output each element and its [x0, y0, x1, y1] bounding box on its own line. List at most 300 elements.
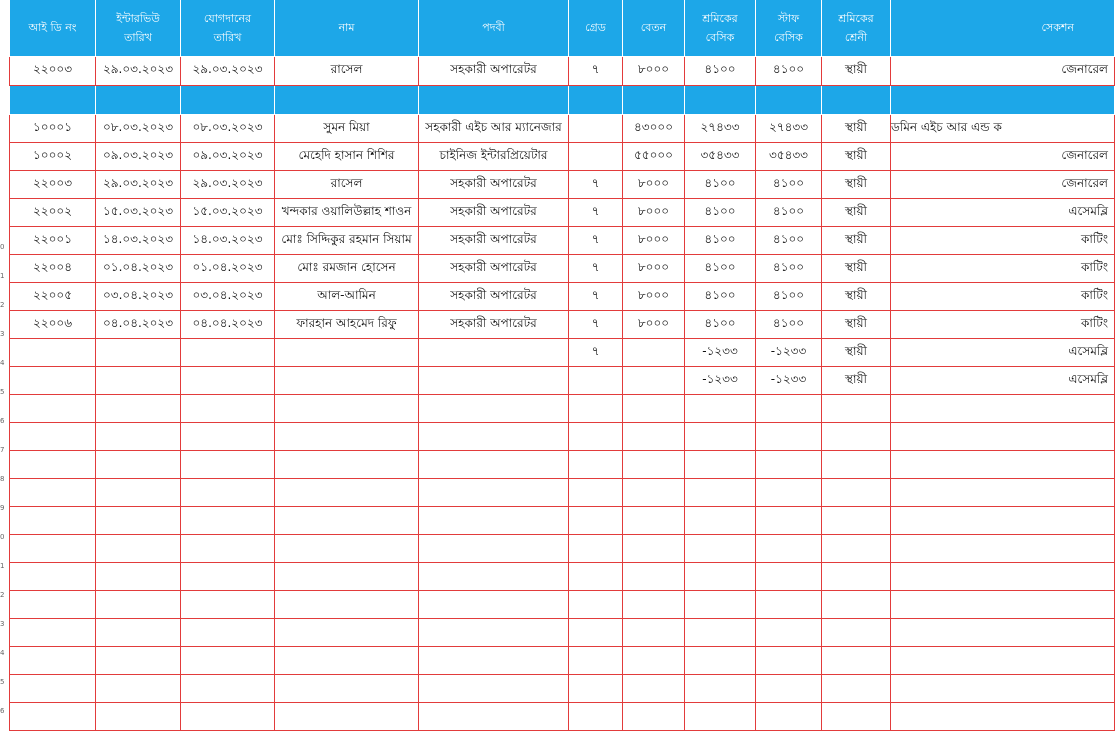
cell-grade[interactable]	[569, 423, 623, 451]
cell-worker-basic[interactable]: ৪১০০	[685, 171, 756, 199]
cell-name[interactable]	[275, 703, 419, 731]
cell-join-date[interactable]: ০৮.০৩.২০২৩	[181, 115, 275, 143]
cell-salary[interactable]: ৮০০০	[623, 227, 685, 255]
cell-worker-basic[interactable]	[685, 703, 756, 731]
cell-grade[interactable]	[569, 115, 623, 143]
cell-name[interactable]: রাসেল	[275, 171, 419, 199]
table-row	[10, 339, 1115, 367]
cell-name[interactable]	[275, 367, 419, 395]
cell-grade[interactable]	[569, 703, 623, 731]
cell-grade[interactable]: ৭	[569, 171, 623, 199]
cell-section[interactable]: কাটিং	[891, 227, 1115, 255]
cell-interview-date[interactable]: ০৯.০৩.২০২৩	[96, 143, 181, 171]
table-row	[10, 367, 1115, 395]
cell-staff-basic[interactable]: -১২৩৩	[756, 367, 822, 395]
cell-worker-class[interactable]	[822, 563, 891, 591]
cell-worker-basic[interactable]	[685, 647, 756, 675]
cell-designation[interactable]: চাইনিজ ইন্টারপ্রিয়েটার	[419, 143, 569, 171]
cell-staff-basic[interactable]: ৪১০০	[756, 311, 822, 339]
cell-worker-class[interactable]: স্থায়ী	[822, 227, 891, 255]
cell-worker-class[interactable]: স্থায়ী	[822, 255, 891, 283]
cell-grade[interactable]	[569, 395, 623, 423]
cell-interview-date[interactable]	[96, 591, 181, 619]
cell-name[interactable]	[275, 675, 419, 703]
cell-id[interactable]	[10, 675, 96, 703]
cell-designation[interactable]: সহকারী অপারেটর	[419, 171, 569, 199]
cell-name[interactable]	[275, 423, 419, 451]
cell-interview-date[interactable]: ০৪.০৪.২০২৩	[96, 311, 181, 339]
cell-worker-class[interactable]: স্থায়ী	[822, 115, 891, 143]
cell-salary[interactable]: ৫৫০০০	[623, 143, 685, 171]
cell-worker-basic[interactable]: ৩৫৪৩৩	[685, 143, 756, 171]
cell-grade[interactable]: ৭	[569, 199, 623, 227]
cell-designation[interactable]: সহকারী অপারেটর	[419, 311, 569, 339]
cell-join-date[interactable]	[181, 563, 275, 591]
cell-name[interactable]	[275, 591, 419, 619]
cell-join-date[interactable]	[181, 339, 275, 367]
cell-interview-date[interactable]	[96, 339, 181, 367]
cell-grade[interactable]: ৭	[569, 255, 623, 283]
cell-grade[interactable]	[569, 143, 623, 171]
cell-interview-date[interactable]: ০৩.০৪.২০২৩	[96, 283, 181, 311]
cell-name[interactable]	[275, 563, 419, 591]
cell-section[interactable]	[891, 675, 1115, 703]
cell-designation[interactable]: সহকারী অপারেটর	[419, 57, 569, 86]
cell-id[interactable]	[10, 591, 96, 619]
cell-grade[interactable]	[569, 563, 623, 591]
cell-designation[interactable]: সহকারী অপারেটর	[419, 199, 569, 227]
cell-join-date[interactable]	[181, 479, 275, 507]
cell-id[interactable]: ২২০০৫	[10, 283, 96, 311]
cell-worker-basic[interactable]: ৪১০০	[685, 255, 756, 283]
row-number: 5	[0, 678, 5, 686]
cell-designation[interactable]	[419, 423, 569, 451]
cell-staff-basic[interactable]	[756, 423, 822, 451]
table-row	[10, 395, 1115, 423]
cell-section[interactable]	[891, 647, 1115, 675]
row-number: 6	[0, 417, 5, 425]
cell-designation[interactable]	[419, 591, 569, 619]
cell-name[interactable]: মোঃ সিদ্দিকুর রহমান সিয়াম	[275, 227, 419, 255]
cell-worker-class[interactable]: স্থায়ী	[822, 367, 891, 395]
cell-section[interactable]: কাটিং	[891, 283, 1115, 311]
cell-name[interactable]	[275, 647, 419, 675]
cell-join-date[interactable]	[181, 619, 275, 647]
cell-salary[interactable]: ৪৩০০০	[623, 115, 685, 143]
header-grade: গ্রেড	[569, 0, 623, 57]
cell-id[interactable]: ২২০০৩	[10, 171, 96, 199]
header-interview-date: ইন্টারভিউ তারিখ	[96, 0, 181, 57]
cell-interview-date[interactable]: ০১.০৪.২০২৩	[96, 255, 181, 283]
separator-cell	[419, 86, 569, 115]
cell-join-date[interactable]	[181, 591, 275, 619]
cell-staff-basic[interactable]	[756, 395, 822, 423]
separator-cell	[891, 86, 1115, 115]
cell-interview-date[interactable]	[96, 367, 181, 395]
cell-worker-basic[interactable]	[685, 535, 756, 563]
cell-staff-basic[interactable]: ৩৫৪৩৩	[756, 143, 822, 171]
cell-staff-basic[interactable]	[756, 451, 822, 479]
cell-salary[interactable]	[623, 647, 685, 675]
cell-staff-basic[interactable]: -১২৩৩	[756, 339, 822, 367]
cell-name[interactable]	[275, 395, 419, 423]
row-number: 1	[0, 272, 5, 280]
cell-designation[interactable]: সহকারী এইচ আর ম্যানেজার	[419, 115, 569, 143]
cell-designation[interactable]	[419, 535, 569, 563]
cell-id[interactable]: ২২০০৪	[10, 255, 96, 283]
cell-staff-basic[interactable]	[756, 703, 822, 731]
cell-worker-class[interactable]	[822, 619, 891, 647]
cell-worker-basic[interactable]: ৪১০০	[685, 227, 756, 255]
cell-interview-date[interactable]: ১৫.০৩.২০২৩	[96, 199, 181, 227]
cell-name[interactable]: আল-আমিন	[275, 283, 419, 311]
cell-worker-basic[interactable]: ৪১০০	[685, 311, 756, 339]
cell-designation[interactable]	[419, 339, 569, 367]
cell-grade[interactable]	[569, 535, 623, 563]
cell-salary[interactable]	[623, 507, 685, 535]
cell-staff-basic[interactable]	[756, 507, 822, 535]
cell-worker-class[interactable]: স্থায়ী	[822, 339, 891, 367]
cell-section[interactable]: এসেমব্লি	[891, 367, 1115, 395]
table-row	[10, 479, 1115, 507]
cell-name[interactable]	[275, 535, 419, 563]
cell-worker-basic[interactable]	[685, 423, 756, 451]
cell-grade[interactable]	[569, 479, 623, 507]
cell-salary[interactable]	[623, 535, 685, 563]
cell-section[interactable]	[891, 451, 1115, 479]
cell-interview-date[interactable]	[96, 395, 181, 423]
cell-salary[interactable]	[623, 675, 685, 703]
cell-designation[interactable]	[419, 563, 569, 591]
separator-cell	[756, 86, 822, 115]
cell-name[interactable]: রাসেল	[275, 57, 419, 86]
cell-interview-date[interactable]	[96, 619, 181, 647]
cell-id[interactable]	[10, 367, 96, 395]
cell-join-date[interactable]: ২৯.০৩.২০২৩	[181, 171, 275, 199]
cell-salary[interactable]	[623, 367, 685, 395]
row-number: 4	[0, 359, 5, 367]
cell-section[interactable]	[891, 423, 1115, 451]
cell-designation[interactable]: সহকারী অপারেটর	[419, 255, 569, 283]
cell-worker-class[interactable]: স্থায়ী	[822, 283, 891, 311]
cell-join-date[interactable]	[181, 675, 275, 703]
cell-designation[interactable]	[419, 619, 569, 647]
row-number: 3	[0, 620, 5, 628]
table-row	[10, 255, 1115, 283]
cell-join-date[interactable]	[181, 395, 275, 423]
table-row	[10, 703, 1115, 731]
cell-designation[interactable]	[419, 367, 569, 395]
cell-section[interactable]	[891, 507, 1115, 535]
cell-section[interactable]	[891, 395, 1115, 423]
cell-grade[interactable]: ৭	[569, 339, 623, 367]
cell-grade[interactable]	[569, 367, 623, 395]
cell-id[interactable]	[10, 395, 96, 423]
header-join-date: যোগদানের তারিখ	[181, 0, 275, 57]
cell-interview-date[interactable]	[96, 451, 181, 479]
cell-worker-class[interactable]	[822, 675, 891, 703]
separator-cell	[623, 86, 685, 115]
cell-section[interactable]	[891, 591, 1115, 619]
cell-salary[interactable]	[623, 563, 685, 591]
cell-id[interactable]	[10, 535, 96, 563]
cell-designation[interactable]: সহকারী অপারেটর	[419, 283, 569, 311]
cell-id[interactable]	[10, 451, 96, 479]
cell-interview-date[interactable]	[96, 507, 181, 535]
cell-worker-class[interactable]: স্থায়ী	[822, 171, 891, 199]
cell-interview-date[interactable]: ২৯.০৩.২০২৩	[96, 57, 181, 86]
cell-worker-class[interactable]	[822, 647, 891, 675]
cell-name[interactable]: খন্দকার ওয়ালিউল্লাহ শাওন	[275, 199, 419, 227]
row-number-gutter	[0, 0, 9, 750]
row-number: 2	[0, 301, 5, 309]
cell-name[interactable]	[275, 339, 419, 367]
cell-grade[interactable]: ৭	[569, 311, 623, 339]
cell-name[interactable]: সুমন মিয়া	[275, 115, 419, 143]
cell-staff-basic[interactable]: ৪১০০	[756, 171, 822, 199]
cell-id[interactable]	[10, 647, 96, 675]
header-salary: বেতন	[623, 0, 685, 57]
cell-worker-class[interactable]	[822, 591, 891, 619]
cell-worker-basic[interactable]	[685, 675, 756, 703]
row-number: 1	[0, 562, 5, 570]
cell-staff-basic[interactable]: ৪১০০	[756, 57, 822, 86]
cell-salary[interactable]: ৮০০০	[623, 171, 685, 199]
cell-designation[interactable]	[419, 395, 569, 423]
cell-worker-basic[interactable]	[685, 451, 756, 479]
cell-worker-basic[interactable]	[685, 619, 756, 647]
cell-staff-basic[interactable]	[756, 647, 822, 675]
table-row	[10, 143, 1115, 171]
cell-worker-class[interactable]: স্থায়ী	[822, 57, 891, 86]
cell-staff-basic[interactable]: ৪১০০	[756, 227, 822, 255]
cell-id[interactable]	[10, 339, 96, 367]
cell-designation[interactable]	[419, 703, 569, 731]
cell-join-date[interactable]: ২৯.০৩.২০২৩	[181, 57, 275, 86]
cell-designation[interactable]	[419, 675, 569, 703]
cell-salary[interactable]: ৮০০০	[623, 57, 685, 86]
cell-worker-class[interactable]	[822, 479, 891, 507]
row-number: 0	[0, 243, 5, 251]
cell-join-date[interactable]	[181, 535, 275, 563]
table-row	[10, 507, 1115, 535]
separator-cell	[685, 86, 756, 115]
cell-join-date[interactable]	[181, 507, 275, 535]
cell-worker-basic[interactable]	[685, 507, 756, 535]
cell-id[interactable]: ২২০০১	[10, 227, 96, 255]
table-row	[10, 283, 1115, 311]
cell-worker-class[interactable]	[822, 703, 891, 731]
header-section: সেকশন	[891, 0, 1115, 57]
cell-designation[interactable]	[419, 647, 569, 675]
cell-section[interactable]	[891, 479, 1115, 507]
separator-cell	[275, 86, 419, 115]
cell-section[interactable]: এসেমব্লি	[891, 199, 1115, 227]
cell-interview-date[interactable]	[96, 563, 181, 591]
cell-name[interactable]	[275, 479, 419, 507]
cell-interview-date[interactable]	[96, 535, 181, 563]
cell-interview-date[interactable]	[96, 423, 181, 451]
row-number: 3	[0, 330, 5, 338]
cell-worker-basic[interactable]	[685, 395, 756, 423]
cell-id[interactable]: ২২০০২	[10, 199, 96, 227]
cell-worker-class[interactable]: স্থায়ী	[822, 143, 891, 171]
cell-section[interactable]: জেনারেল	[891, 171, 1115, 199]
cell-name[interactable]	[275, 619, 419, 647]
cell-worker-basic[interactable]	[685, 479, 756, 507]
cell-join-date[interactable]: ০১.০৪.২০২৩	[181, 255, 275, 283]
cell-interview-date[interactable]	[96, 479, 181, 507]
cell-worker-basic[interactable]	[685, 563, 756, 591]
cell-id[interactable]	[10, 479, 96, 507]
cell-join-date[interactable]: ০৩.০৪.২০২৩	[181, 283, 275, 311]
cell-salary[interactable]	[623, 423, 685, 451]
cell-interview-date[interactable]: ১৪.০৩.২০২৩	[96, 227, 181, 255]
cell-id[interactable]: ২২০০৩	[10, 57, 96, 86]
cell-worker-basic[interactable]: -১২৩৩	[685, 367, 756, 395]
cell-interview-date[interactable]	[96, 703, 181, 731]
cell-join-date[interactable]: ০৪.০৪.২০২৩	[181, 311, 275, 339]
cell-interview-date[interactable]	[96, 647, 181, 675]
cell-salary[interactable]	[623, 703, 685, 731]
cell-interview-date[interactable]: ০৮.০৩.২০২৩	[96, 115, 181, 143]
cell-interview-date[interactable]	[96, 675, 181, 703]
header-worker-basic: শ্রমিকের বেসিক	[685, 0, 756, 57]
row-number: 5	[0, 388, 5, 396]
cell-salary[interactable]	[623, 339, 685, 367]
cell-salary[interactable]	[623, 395, 685, 423]
cell-staff-basic[interactable]	[756, 479, 822, 507]
cell-name[interactable]	[275, 451, 419, 479]
cell-section[interactable]: এসেমব্লি	[891, 339, 1115, 367]
cell-designation[interactable]: সহকারী অপারেটর	[419, 227, 569, 255]
cell-worker-class[interactable]	[822, 451, 891, 479]
cell-section[interactable]	[891, 703, 1115, 731]
cell-join-date[interactable]	[181, 367, 275, 395]
cell-section[interactable]: কাটিং	[891, 255, 1115, 283]
cell-grade[interactable]: ৭	[569, 227, 623, 255]
cell-grade[interactable]	[569, 647, 623, 675]
cell-staff-basic[interactable]	[756, 535, 822, 563]
cell-staff-basic[interactable]: ৪১০০	[756, 199, 822, 227]
cell-grade[interactable]: ৭	[569, 57, 623, 86]
table-row	[10, 227, 1115, 255]
cell-join-date[interactable]	[181, 423, 275, 451]
cell-name[interactable]: মেহেদি হাসান শিশির	[275, 143, 419, 171]
cell-name[interactable]	[275, 507, 419, 535]
cell-worker-class[interactable]: স্থায়ী	[822, 311, 891, 339]
cell-salary[interactable]: ৮০০০	[623, 283, 685, 311]
cell-join-date[interactable]	[181, 647, 275, 675]
employee-table	[9, 0, 1115, 731]
cell-worker-basic[interactable]: ২৭৪৩৩	[685, 115, 756, 143]
cell-salary[interactable]: ৮০০০	[623, 199, 685, 227]
cell-section[interactable]	[891, 535, 1115, 563]
cell-id[interactable]	[10, 703, 96, 731]
cell-section[interactable]: কাটিং	[891, 311, 1115, 339]
table-row	[10, 171, 1115, 199]
cell-staff-basic[interactable]	[756, 563, 822, 591]
cell-id[interactable]	[10, 507, 96, 535]
cell-grade[interactable]: ৭	[569, 283, 623, 311]
cell-staff-basic[interactable]: ২৭৪৩৩	[756, 115, 822, 143]
cell-id[interactable]: ১০০০২	[10, 143, 96, 171]
cell-designation[interactable]	[419, 479, 569, 507]
cell-section[interactable]: জেনারেল	[891, 57, 1115, 86]
cell-id[interactable]	[10, 563, 96, 591]
header-row	[10, 0, 1115, 57]
cell-grade[interactable]	[569, 451, 623, 479]
cell-worker-class[interactable]: স্থায়ী	[822, 199, 891, 227]
cell-id[interactable]	[10, 423, 96, 451]
cell-salary[interactable]: ৮০০০	[623, 255, 685, 283]
cell-grade[interactable]	[569, 507, 623, 535]
table-row	[10, 591, 1115, 619]
separator-cell	[96, 86, 181, 115]
cell-designation[interactable]	[419, 451, 569, 479]
cell-grade[interactable]	[569, 675, 623, 703]
cell-section[interactable]: জেনারেল	[891, 143, 1115, 171]
cell-id[interactable]: ২২০০৬	[10, 311, 96, 339]
cell-name[interactable]: মোঃ রমজান হোসেন	[275, 255, 419, 283]
cell-staff-basic[interactable]: ৪১০০	[756, 255, 822, 283]
table-row	[10, 199, 1115, 227]
cell-worker-basic[interactable]: ৪১০০	[685, 57, 756, 86]
cell-join-date[interactable]: ০৯.০৩.২০২৩	[181, 143, 275, 171]
cell-id[interactable]	[10, 619, 96, 647]
separator-cell	[10, 86, 96, 115]
table-row	[10, 675, 1115, 703]
cell-salary[interactable]	[623, 451, 685, 479]
table-row	[10, 563, 1115, 591]
cell-join-date[interactable]	[181, 451, 275, 479]
cell-salary[interactable]	[623, 479, 685, 507]
cell-section[interactable]	[891, 619, 1115, 647]
cell-designation[interactable]	[419, 507, 569, 535]
cell-section[interactable]: ডমিন এইচ আর এন্ড ক	[891, 115, 1115, 143]
cell-worker-basic[interactable]: ৪১০০	[685, 199, 756, 227]
cell-grade[interactable]	[569, 619, 623, 647]
table-row	[10, 311, 1115, 339]
row-number: 8	[0, 475, 5, 483]
cell-worker-class[interactable]	[822, 507, 891, 535]
cell-staff-basic[interactable]	[756, 675, 822, 703]
cell-interview-date[interactable]: ২৯.০৩.২০২৩	[96, 171, 181, 199]
table-row	[10, 451, 1115, 479]
cell-salary[interactable]	[623, 591, 685, 619]
cell-salary[interactable]	[623, 619, 685, 647]
row-number: 9	[0, 504, 5, 512]
table-row	[10, 115, 1115, 143]
cell-id[interactable]: ১০০০১	[10, 115, 96, 143]
cell-salary[interactable]: ৮০০০	[623, 311, 685, 339]
cell-grade[interactable]	[569, 591, 623, 619]
cell-staff-basic[interactable]: ৪১০০	[756, 283, 822, 311]
cell-worker-class[interactable]	[822, 535, 891, 563]
cell-name[interactable]: ফারহান আহমেদ রিফু	[275, 311, 419, 339]
cell-section[interactable]	[891, 563, 1115, 591]
cell-join-date[interactable]: ১৪.০৩.২০২৩	[181, 227, 275, 255]
cell-worker-basic[interactable]	[685, 591, 756, 619]
cell-worker-class[interactable]	[822, 423, 891, 451]
cell-join-date[interactable]	[181, 703, 275, 731]
cell-worker-basic[interactable]: ৪১০০	[685, 283, 756, 311]
cell-worker-class[interactable]	[822, 395, 891, 423]
cell-worker-basic[interactable]: -১২৩৩	[685, 339, 756, 367]
cell-staff-basic[interactable]	[756, 619, 822, 647]
cell-join-date[interactable]: ১৫.০৩.২০২৩	[181, 199, 275, 227]
cell-staff-basic[interactable]	[756, 591, 822, 619]
